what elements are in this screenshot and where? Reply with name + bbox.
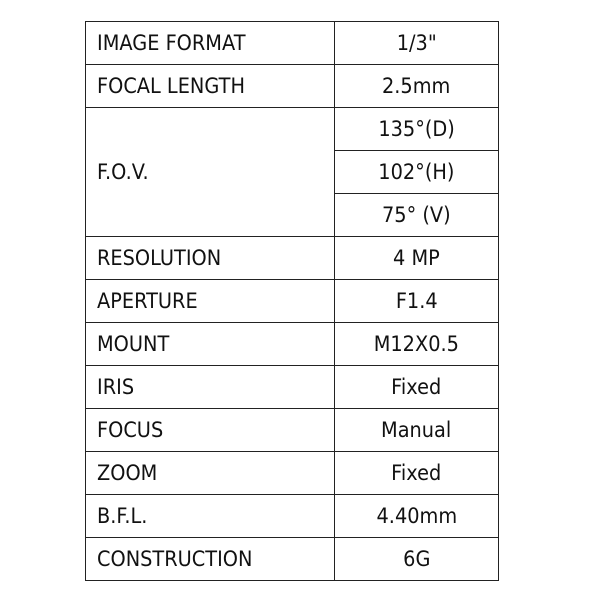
spec-table — [85, 21, 499, 581]
value-aperture-text: F1.4 — [395, 288, 438, 313]
table-row-resolution — [86, 237, 499, 280]
table-row-fov-diagonal — [86, 108, 499, 151]
label-resolution-text: RESOLUTION — [97, 245, 222, 270]
label-mount-text: MOUNT — [97, 331, 170, 356]
label-mount — [86, 323, 335, 366]
value-fov-vertical — [335, 194, 499, 237]
label-focal-length-text: FOCAL LENGTH — [97, 73, 245, 98]
table-row-bfl — [86, 495, 499, 538]
label-zoom-text: ZOOM — [97, 460, 158, 485]
value-resolution-text: 4 MP — [393, 245, 440, 270]
value-mount-text: M12X0.5 — [373, 331, 460, 356]
value-fov-diagonal — [335, 108, 499, 151]
value-construction — [335, 538, 499, 581]
label-iris-text: IRIS — [97, 374, 135, 399]
value-mount — [335, 323, 499, 366]
label-aperture-text: APERTURE — [97, 288, 198, 313]
label-bfl — [86, 495, 335, 538]
value-focal-length-text: 2.5mm — [382, 73, 451, 98]
value-resolution — [335, 237, 499, 280]
value-iris-text: Fixed — [391, 374, 442, 399]
label-bfl-text: B.F.L. — [97, 503, 148, 528]
label-focus — [86, 409, 335, 452]
label-construction-text: CONSTRUCTION — [97, 546, 253, 571]
table-row-aperture — [86, 280, 499, 323]
label-focus-text: FOCUS — [97, 417, 164, 442]
value-focus — [335, 409, 499, 452]
label-fov — [86, 108, 335, 237]
label-resolution — [86, 237, 335, 280]
value-zoom — [335, 452, 499, 495]
value-fov-vertical-text: 75° (V) — [382, 202, 451, 227]
value-iris — [335, 366, 499, 409]
label-construction — [86, 538, 335, 581]
value-focal-length — [335, 65, 499, 108]
table-row-image-format — [86, 22, 499, 65]
value-zoom-text: Fixed — [391, 460, 442, 485]
value-aperture — [335, 280, 499, 323]
value-construction-text: 6G — [402, 546, 431, 571]
label-image-format — [86, 22, 335, 65]
label-aperture — [86, 280, 335, 323]
label-focal-length — [86, 65, 335, 108]
label-image-format-text: IMAGE FORMAT — [97, 30, 246, 55]
value-image-format — [335, 22, 499, 65]
table-row-mount — [86, 323, 499, 366]
value-fov-horizontal — [335, 151, 499, 194]
table-row-iris — [86, 366, 499, 409]
value-bfl-text: 4.40mm — [376, 503, 457, 528]
label-iris — [86, 366, 335, 409]
table-row-focal-length — [86, 65, 499, 108]
table-row-construction — [86, 538, 499, 581]
value-fov-horizontal-text: 102°(H) — [378, 159, 455, 184]
value-fov-diagonal-text: 135°(D) — [378, 116, 455, 141]
table-row-zoom — [86, 452, 499, 495]
value-image-format-text: 1/3" — [396, 30, 437, 55]
value-bfl — [335, 495, 499, 538]
label-fov-text: F.O.V. — [97, 159, 149, 184]
table-row-focus — [86, 409, 499, 452]
label-zoom — [86, 452, 335, 495]
value-focus-text: Manual — [381, 417, 452, 442]
